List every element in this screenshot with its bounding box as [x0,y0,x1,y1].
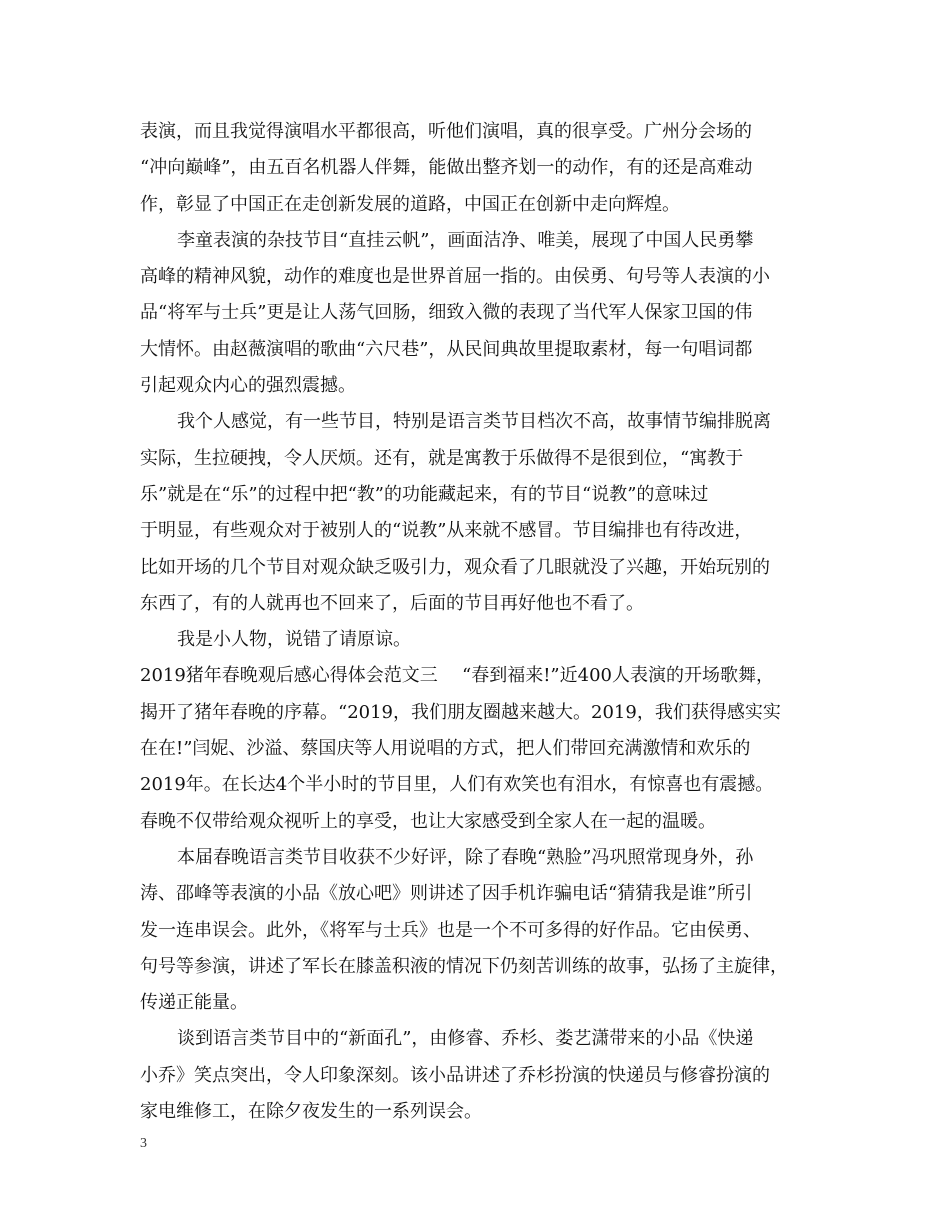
text-line: 句号等参演，讲述了军长在膝盖积液的情况下仍刻苦训练的故事，弘扬了主旋律， [140,955,788,977]
paragraph-start-line: 我是小人物，说错了请原谅。 [177,629,411,651]
text-line: 表演，而且我觉得演唱水平都很高，听他们演唱，真的很享受。广州分会场的 [140,121,752,142]
paragraph-start-line: 谈到语言类节目中的“新面孔”，由修睿、乔杉、娄艺潇带来的小品《快递 [177,1028,754,1050]
text-line: 比如开场的几个节目对观众缺乏吸引力，观众看了几眼就没了兴趣，开始玩别的 [140,556,770,578]
section-heading-line [140,658,822,694]
text-line: 涛、邵峰等表演的小品《放心吧》则讲述了因手机诈骗电话“猜猜我是谁”所引 [140,883,753,905]
text-line: “冲向巅峰”，由五百名机器人伴舞，能做出整齐划一的动作，有的还是高难动 [140,157,753,179]
text-line: 发一连串误会。此外，《将军与士兵》也是一个不可多得的好作品。它由侯勇、 [140,919,761,941]
text-line: 大情怀。由赵薇演唱的歌曲“六尺巷”，从民间典故里提取素材，每一句唱词都 [140,338,753,360]
text-line: 实际，生拉硬拽，令人厌烦。还有，就是寓教于乐做得不是很到位，“寓教于 [140,447,744,469]
text-line: 乐”就是在“乐”的过程中把“教”的功能藏起来，有的节目“说教”的意味过 [140,483,709,505]
page-number: 3 [140,1136,147,1151]
text-line: 于明显，有些观众对于被别人的“说教”从来就不感冒。节目编排也有待改进， [140,520,753,542]
text-line: 2019年。在长达4个半小时的节目里，人们有欢笑也有泪水，有惊喜也有震撼。 [140,774,774,796]
text-line: 东西了，有的人就再也不回来了，后面的节目再好他也不看了。 [140,592,644,614]
text-line: 家电维修工，在除夕夜发生的一系列误会。 [140,1101,482,1123]
text-line: 揭开了猪年春晚的序幕。“2019，我们朋友圈越来越大。2019，我们获得感实实 [140,701,781,723]
text-line: 高峰的精神风貌，动作的难度也是世界首屈一指的。由侯勇、句号等人表演的小 [140,266,770,288]
text-line: 作，彰显了中国正在走创新发展的道路，中国正在创新中走向辉煌。 [140,193,680,215]
document-body [140,114,822,1130]
text-line: 品“将军与士兵”更是让人荡气回肠，细致入微的表现了当代军人保家卫国的伟 [140,302,753,324]
paragraph-start-line: 本届春晚语言类节目收获不少好评，除了春晚“熟脸”冯巩照常现身外，孙 [177,846,754,868]
text-line: 小乔》笑点突出，令人印象深刻。该小品讲述了乔杉扮演的快递员与修睿扮演的 [140,1064,770,1086]
heading-line-continuation: “春到福来!”近400人表演的开场歌舞， [462,665,774,687]
paragraph-start-line: 李童表演的杂技节目“直挂云帆”，画面洁净、唯美，展现了中国人民勇攀 [177,229,754,251]
text-line: 在在!”闫妮、沙溢、蔡国庆等人用说唱的方式，把人们带回充满激情和欢乐的 [140,738,751,760]
paragraph-start-line: 我个人感觉，有一些节目，特别是语言类节目档次不高，故事情节编排脱离 [177,411,771,433]
text-line: 引起观众内心的强烈震撼。 [140,375,356,397]
section-heading: 2019猪年春晚观后感心得体会范文三 [140,665,438,687]
text-line: 春晚不仅带给观众视听上的享受，也让大家感受到全家人在一起的温暖。 [140,810,716,832]
text-line: 传递正能量。 [140,992,248,1014]
